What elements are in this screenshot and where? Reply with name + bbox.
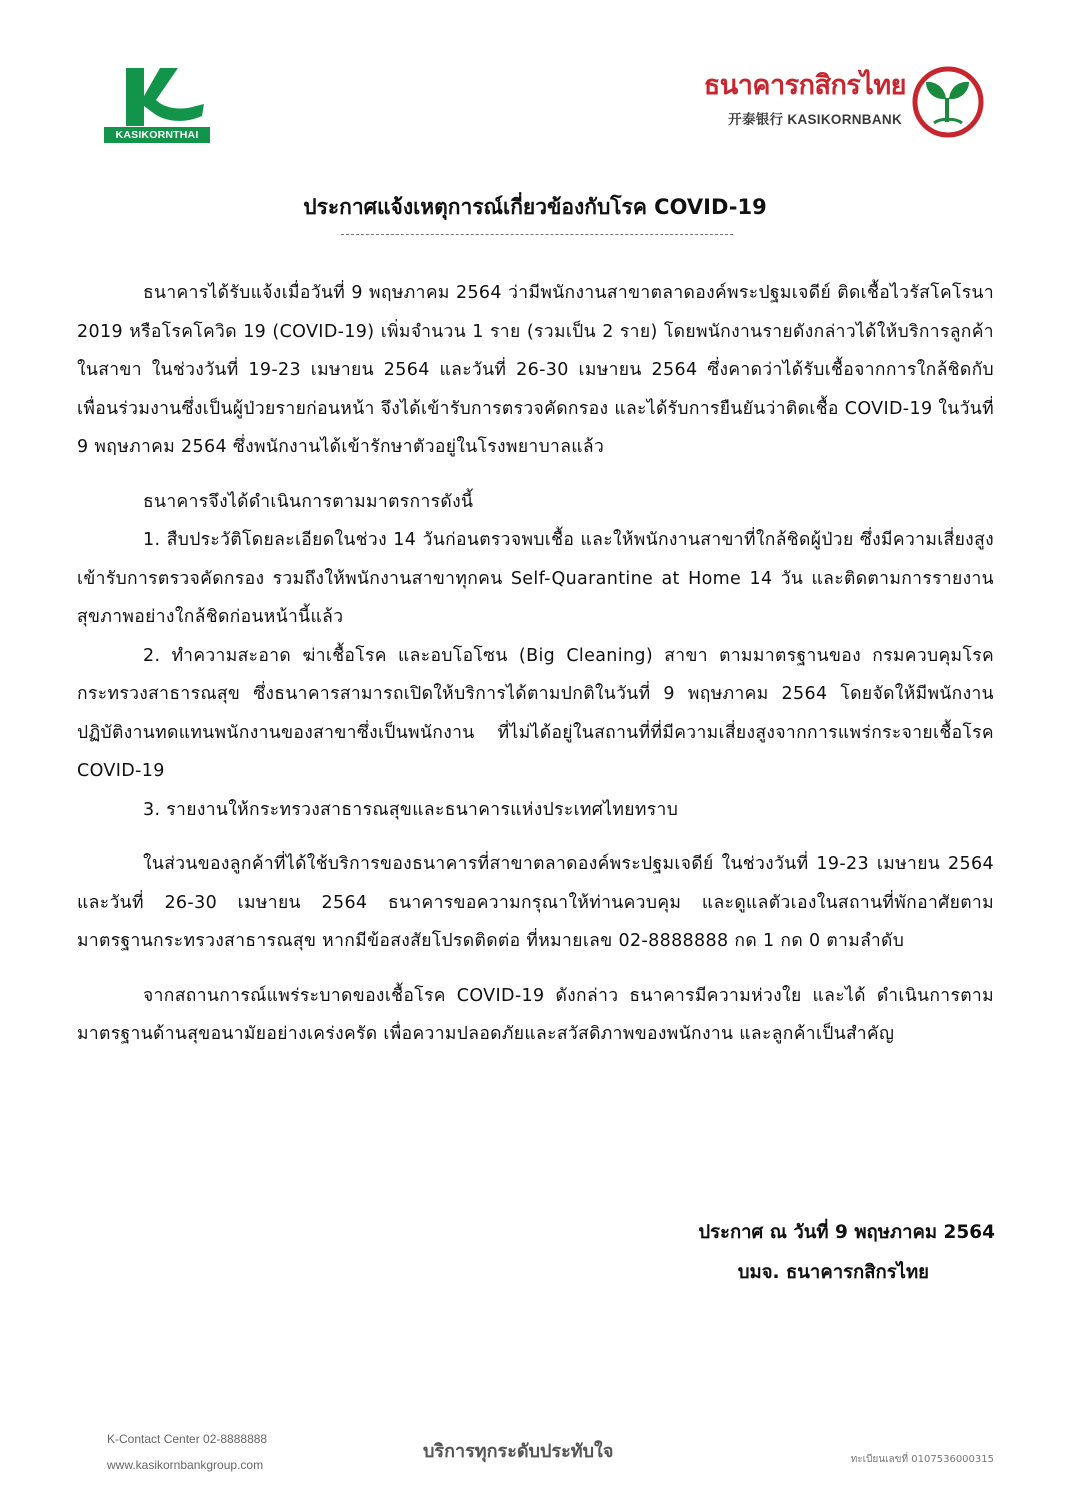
measure-item-3: 3. รายงานให้กระทรวงสาธารณสุขและธนาคารแห่งประเทศไทยทราบ [143,799,679,820]
title-divider [341,234,733,235]
footer-registration: ทะเบียนเลขที่ 0107536000315 [850,1454,994,1465]
paragraph-measures-heading: ธนาคารจึงได้ดำเนินการตามมาตรการดังนี้ [143,491,474,512]
footer-contact-center: K-Contact Center 02-8888888 [107,1432,268,1446]
document-title: ประกาศแจ้งเหตุการณ์เกี่ยวข้องกับโรค COVID-19 [303,195,767,219]
footer-slogan: บริการทุกระดับประทับใจ [423,1441,614,1462]
bank-thai-name: ธนาคารกสิกรไทย [703,70,906,101]
k-letter-icon [104,66,210,128]
document-body [77,274,994,1054]
paragraph-closing: จากสถานการณ์แพร่ระบาดของเชื้อโรค COVID-19 ดังกล่าว ธนาคารมีความห่วงใย และได้ ดำเนินการตามมาตรฐานด้านสุขอนามัยอย่างเคร่งครัด เพื่อความปลอดภัยและสวัสดิภาพของพนักงาน และลูกค้าเป็นสำคัญ [77,985,994,1044]
kbank-leaf-emblem-icon [912,66,984,138]
kasikornbank-logo [684,66,996,142]
footer-website: www.kasikornbankgroup.com [107,1458,264,1472]
announcement-date: ประกาศ ณ วันที่ 9 พฤษภาคม 2564 [698,1222,995,1243]
measure-item-1: 1. สืบประวัติโดยละเอียดในช่วง 14 วันก่อนตรวจพบเชื้อ และให้พนักงานสาขาที่ใกล้ชิดผู้ป่วย ซึ่งมีความเสี่ยงสูงเข้ารับการตรวจคัดกรอง รวมถึงให้พนักงานสาขาทุกคน Self-Quarantine at Home 14 วัน และติดตามการรายงานสุขภาพอย่างใกล้ชิดก่อนหน้านี้แล้ว [77,530,994,627]
paragraph-intro: ธนาคารได้รับแจ้งเมื่อวันที่ 9 พฤษภาคม 2564 ว่ามีพนักงานสาขาตลาดองค์พระปฐมเจดีย์ ติดเชื้อไวรัสโคโรนา 2019 หรือโรคโควิด 19 (COVID-19) เพิ่มจำนวน 1 ราย (รวมเป็น 2 ราย) โดยพนักงานรายดังกล่าวได้ให้บริการลูกค้าในสาขา ในช่วงวันที่ 19-23 เมษายน 2564 และวันที่ 26-30 เมษายน 2564 ซึ่งคาดว่าได้รับเชื้อจากการใกล้ชิดกับเพื่อนร่วมงานซึ่งเป็นผู้ป่วยรายก่อนหน้า จึงได้เข้ารับการตรวจคัดกรอง และได้รับการยืนยันว่าติดเชื้อ COVID-19 ในวันที่ 9 พฤษภาคม 2564 ซึ่งพนักงานได้เข้ารักษาตัวอยู่ในโรงพยาบาลแล้ว [77,283,994,457]
paragraph-customers: ในส่วนของลูกค้าที่ได้ใช้บริการของธนาคารที่สาขาตลาดองค์พระปฐมเจดีย์ ในช่วงวันที่ 19-23 เมษายน 2564 และวันที่ 26-30 เมษายน 2564 ธนาคารขอความกรุณาให้ท่านควบคุม และดูแลตัวเองในสถานที่พักอาศัยตามมาตรฐานกระทรวงสาธารณสุข หากมีข้อสงสัยโปรดติดต่อ ที่หมายเลข 02-8888888 กด 1 กด 0 ตามลำดับ [77,854,994,951]
measure-item-2: 2. ทำความสะอาด ฆ่าเชื้อโรค และอบโอโซน (Big Cleaning) สาขา ตามมาตรฐานของ กรมควบคุมโรค กระทรวงสาธารณสุข ซึ่งธนาคารสามารถเปิดให้บริการได้ตามปกติในวันที่ 9 พฤษภาคม 2564 โดยจัดให้มีพนักงานปฏิบัติงานทดแทนพนักงานของสาขาซึ่งเป็นพนักงาน ที่ไม่ได้อยู่ในสถานที่ที่มีความเสี่ยงสูงจากการแพร่กระจายเชื้อโรค COVID-19 [77,645,994,781]
footer-contact-block [107,1426,267,1478]
kasikornthai-label: KASIKORNTHAI [104,127,210,143]
issuing-organization: บมจ. ธนาคารกสิกรไทย [737,1262,929,1283]
bank-english-name: 开泰银行 KASIKORNBANK [728,112,902,127]
kasikornthai-logo [104,66,210,146]
